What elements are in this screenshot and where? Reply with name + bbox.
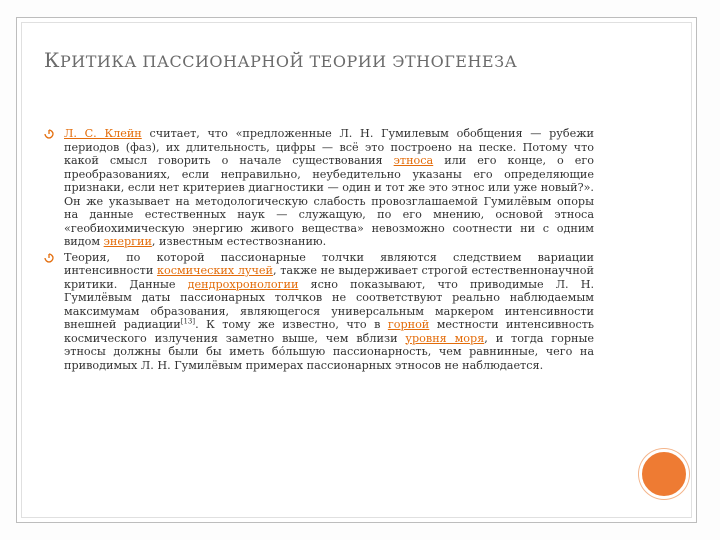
bullet-item-cosmic-rays [44, 251, 594, 373]
bullet-text: , также не выдерживает строгой естественнонаучной критики. Данные [64, 264, 594, 291]
link-klein[interactable]: Л. С. Клейн [64, 127, 142, 140]
bullet-icon [44, 253, 54, 263]
link-energy[interactable]: энергии [103, 235, 152, 248]
bullet-text: считает, что «предложенные Л. Н. Гумилевым обобщения — рубежи периодов (фаз), их длительность, цифры — всё это построено на песке. Потому что какой смысл говорить о начале существования [64, 127, 594, 167]
link-ethnos[interactable]: этноса [393, 154, 434, 167]
bullet-text: , и тогда горные этносы должны были бы иметь бо́льшую пассионарность, чем равнинные, чего на приводимых Л. Н. Гумилёвым примерах пассионарных этносов не наблюдается. [64, 331, 595, 372]
decorative-circle [639, 449, 689, 499]
link-mountain[interactable]: горной [387, 318, 430, 331]
link-dendrochronology[interactable]: дендрохронологии [187, 277, 299, 291]
bullet-text: . К тому же известно, что в [195, 318, 388, 331]
footnote-link[interactable]: [13] [180, 317, 196, 326]
link-sea-level[interactable]: уровня моря [405, 331, 485, 345]
bullet-item-klein [44, 127, 594, 249]
bullet-icon [44, 129, 54, 139]
bullet-list [44, 127, 594, 374]
bullet-text: местности интенсивность космического излучения заметно выше, чем вблизи [64, 318, 594, 345]
slide-title: КРИТИКА ПАССИОНАРНОЙ ТЕОРИИ ЭТНОГЕНЕЗА [44, 48, 518, 72]
link-cosmic-rays[interactable]: космических лучей [156, 264, 273, 277]
bullet-text: ясно показывают, что приводимые Л. Н. Гумилёвым даты пассионарных толчков не соответствуют реально наблюдаемым максимумам образования, являющегося универсальным маркером интенсивности внешней радиации [64, 277, 595, 331]
bullet-text: , известным естествознанию. [151, 235, 327, 248]
bullet-text: Теория, по которой пассионарные толчки являются следствием вариации интенсивности [64, 250, 594, 277]
bullet-text: или его конце, о его преобразованиях, если неправильно, неубедительно указаны его определяющие признаки, если нет критериев диагностики — один и тот же это этнос или уже новый?». Он же указывает на методологическую слабость провозглашаемой Гумилёвым опоры на данные естественных наук — служащую, по его мнению, основой этноса «геобиохимическую энергию живого вещества» невозможно соотнести ни с одним видом [64, 154, 594, 248]
